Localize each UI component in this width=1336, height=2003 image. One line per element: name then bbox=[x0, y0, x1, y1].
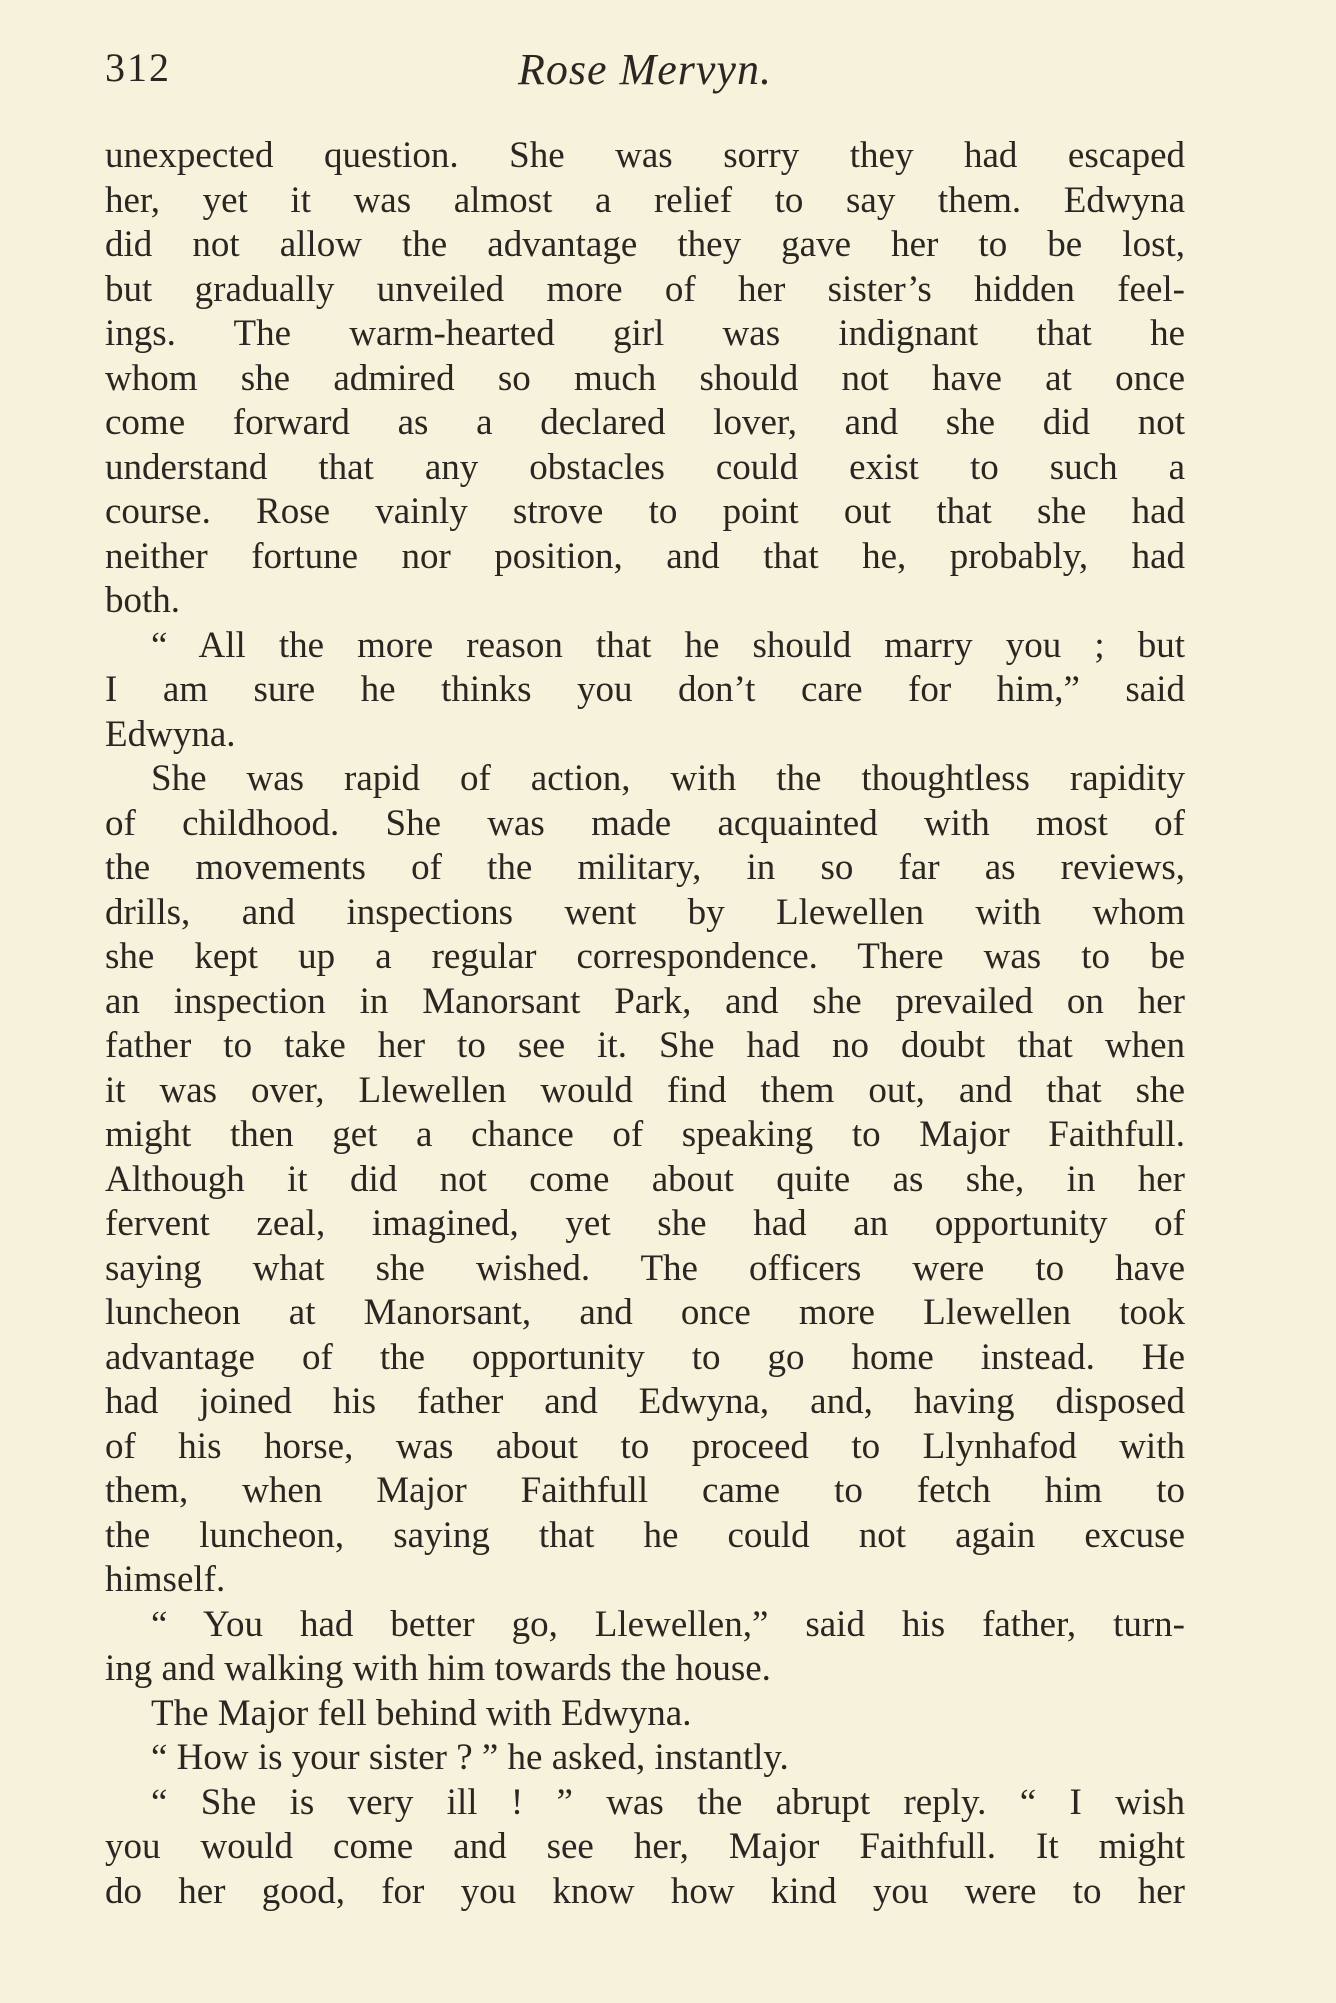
text-line: an inspection in Manorsant Park, and she prevailed on her bbox=[105, 980, 1185, 1022]
text-line: drills, and inspections went by Llewellen with whom bbox=[105, 891, 1185, 933]
text-line: both. bbox=[105, 580, 181, 621]
text-line: I am sure he thinks you don’t care for him,” said bbox=[105, 669, 1185, 710]
text-line: luncheon at Manorsant, and once more Llewellen took bbox=[105, 1292, 1185, 1333]
running-head bbox=[105, 44, 1185, 100]
text-line: fervent zeal, imagined, yet she had an opportunity of bbox=[105, 1203, 1185, 1244]
page-number: 312 bbox=[105, 45, 171, 90]
text-line: the movements of the military, in so far as reviews, bbox=[105, 847, 1185, 888]
text-line: whom she admired so much should not have at once bbox=[105, 357, 1185, 399]
text-line: them, when Major Faithfull came to fetch him to bbox=[105, 1470, 1185, 1511]
text-line: ing and walking with him towards the house. bbox=[105, 1648, 771, 1689]
text-line: neither fortune nor position, and that he, probably, had bbox=[105, 535, 1185, 577]
text-line: understand that any obstacles could exist to such a bbox=[105, 446, 1185, 488]
text-line: but gradually unveiled more of her sister’s hidden feel- bbox=[105, 268, 1185, 310]
text-line: had joined his father and Edwyna, and, having disposed bbox=[105, 1381, 1185, 1422]
text-line: of his horse, was about to proceed to Llynhafod with bbox=[105, 1425, 1185, 1467]
text-line: course. Rose vainly strove to point out that she had bbox=[105, 491, 1185, 532]
text-line: The Major fell behind with Edwyna. bbox=[151, 1692, 692, 1734]
text-line: saying what she wished. The officers were to have bbox=[105, 1247, 1185, 1289]
text-line: you would come and see her, Major Faithfull. It might bbox=[105, 1826, 1185, 1867]
text-line: did not allow the advantage they gave her to be lost, bbox=[105, 224, 1185, 265]
text-line: “ How is your sister ? ” he asked, instantly. bbox=[151, 1737, 789, 1778]
running-title: Rose Mervyn. bbox=[518, 45, 772, 94]
text-line: might then get a chance of speaking to Major Faithfull. bbox=[105, 1114, 1185, 1155]
text-line: it was over, Llewellen would find them out, and that she bbox=[105, 1069, 1185, 1111]
text-line: of childhood. She was made acquainted with most of bbox=[105, 802, 1185, 844]
text-line: unexpected question. She was sorry they had escaped bbox=[105, 135, 1185, 176]
text-line: “ You had better go, Llewellen,” said his father, turn- bbox=[151, 1603, 1185, 1645]
text-line: himself. bbox=[105, 1559, 226, 1600]
text-line: Although it did not come about quite as she, in her bbox=[105, 1158, 1185, 1200]
text-line: father to take her to see it. She had no doubt that when bbox=[105, 1025, 1185, 1066]
text-line: come forward as a declared lover, and she did not bbox=[105, 402, 1185, 443]
text-line: She was rapid of action, with the thoughtless rapidity bbox=[151, 758, 1185, 799]
body-text bbox=[105, 134, 1185, 1914]
text-line: she kept up a regular correspondence. There was to be bbox=[105, 936, 1185, 977]
text-line: her, yet it was almost a relief to say them. Edwyna bbox=[105, 179, 1185, 221]
text-line: “ All the more reason that he should marry you ; but bbox=[151, 624, 1185, 666]
text-line: advantage of the opportunity to go home instead. He bbox=[105, 1336, 1185, 1378]
text-line: do her good, for you know how kind you were to her bbox=[105, 1870, 1185, 1912]
text-line: the luncheon, saying that he could not again excuse bbox=[105, 1514, 1185, 1556]
text-line: Edwyna. bbox=[105, 713, 236, 755]
text-line: ings. The warm-hearted girl was indignant that he bbox=[105, 313, 1185, 354]
text-line: “ She is very ill ! ” was the abrupt reply. “ I wish bbox=[151, 1781, 1185, 1823]
